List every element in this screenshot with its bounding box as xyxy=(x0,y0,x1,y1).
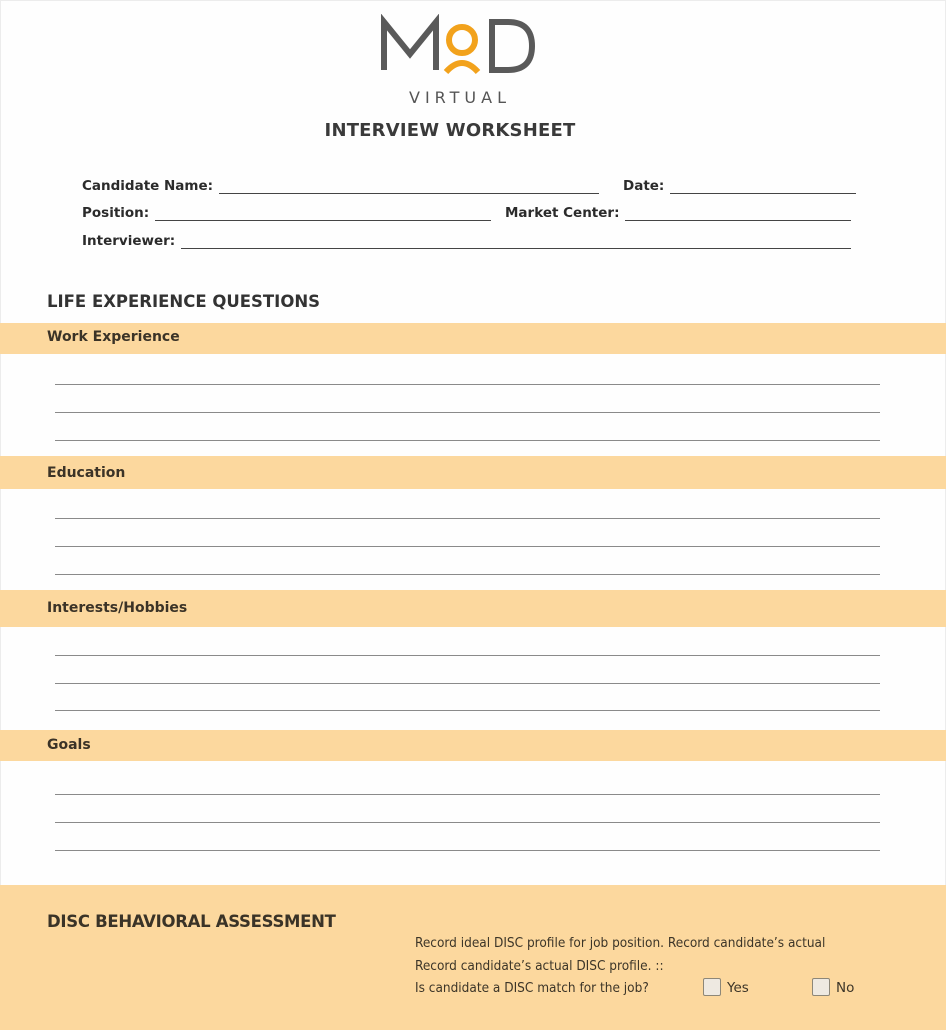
position-label: Position: xyxy=(82,205,150,221)
market-center-field[interactable] xyxy=(505,205,851,221)
answer-line[interactable] xyxy=(55,384,880,385)
section-band-work-experience xyxy=(0,323,946,354)
logo-subtitle: VIRTUAL xyxy=(409,88,511,107)
answer-line[interactable] xyxy=(55,655,880,656)
yes-label: Yes xyxy=(727,980,749,996)
position-input[interactable] xyxy=(155,208,491,221)
section-band-education xyxy=(0,456,946,489)
answer-line[interactable] xyxy=(55,412,880,413)
answer-line[interactable] xyxy=(55,440,880,441)
date-field[interactable] xyxy=(623,178,856,194)
answer-line[interactable] xyxy=(55,710,880,711)
candidate-name-input[interactable] xyxy=(219,181,599,194)
disc-title: DISC BEHAVIORAL ASSESSMENT xyxy=(47,912,336,931)
answer-line[interactable] xyxy=(55,546,880,547)
answer-line[interactable] xyxy=(55,574,880,575)
section-band-interests-hobbies xyxy=(0,590,946,627)
interviewer-label: Interviewer: xyxy=(82,233,176,249)
answer-line[interactable] xyxy=(55,518,880,519)
section-label: Interests/Hobbies xyxy=(47,600,188,616)
disc-assessment-section xyxy=(0,885,946,1030)
market-center-input[interactable] xyxy=(625,208,851,221)
market-center-label: Market Center: xyxy=(505,205,620,221)
section-label: Goals xyxy=(47,737,91,753)
disc-instruction-1: Record ideal DISC profile for job position. Record candidate’s actual xyxy=(415,935,826,951)
logo-wordmark-icon xyxy=(380,14,540,74)
disc-match-no-checkbox[interactable] xyxy=(812,978,830,996)
answer-line[interactable] xyxy=(55,683,880,684)
disc-match-question: Is candidate a DISC match for the job? xyxy=(415,980,649,996)
section-band-goals xyxy=(0,730,946,761)
page-title: INTERVIEW WORKSHEET xyxy=(324,120,576,141)
answer-line[interactable] xyxy=(55,822,880,823)
mod-virtual-logo xyxy=(380,14,540,107)
candidate-name-field[interactable] xyxy=(82,178,599,194)
candidate-name-label: Candidate Name: xyxy=(82,178,214,194)
answer-line[interactable] xyxy=(55,794,880,795)
disc-instruction-2: Record candidate’s actual DISC profile. :: xyxy=(415,958,664,974)
section-label: Education xyxy=(47,465,126,481)
date-label: Date: xyxy=(623,178,665,194)
disc-match-yes-checkbox[interactable] xyxy=(703,978,721,996)
no-label: No xyxy=(836,980,855,996)
interviewer-field[interactable] xyxy=(82,233,851,249)
position-field[interactable] xyxy=(82,205,491,221)
section-label: Work Experience xyxy=(47,329,180,345)
answer-line[interactable] xyxy=(55,850,880,851)
life-experience-title: LIFE EXPERIENCE QUESTIONS xyxy=(47,292,321,311)
date-input[interactable] xyxy=(670,181,856,194)
interviewer-input[interactable] xyxy=(181,236,851,249)
